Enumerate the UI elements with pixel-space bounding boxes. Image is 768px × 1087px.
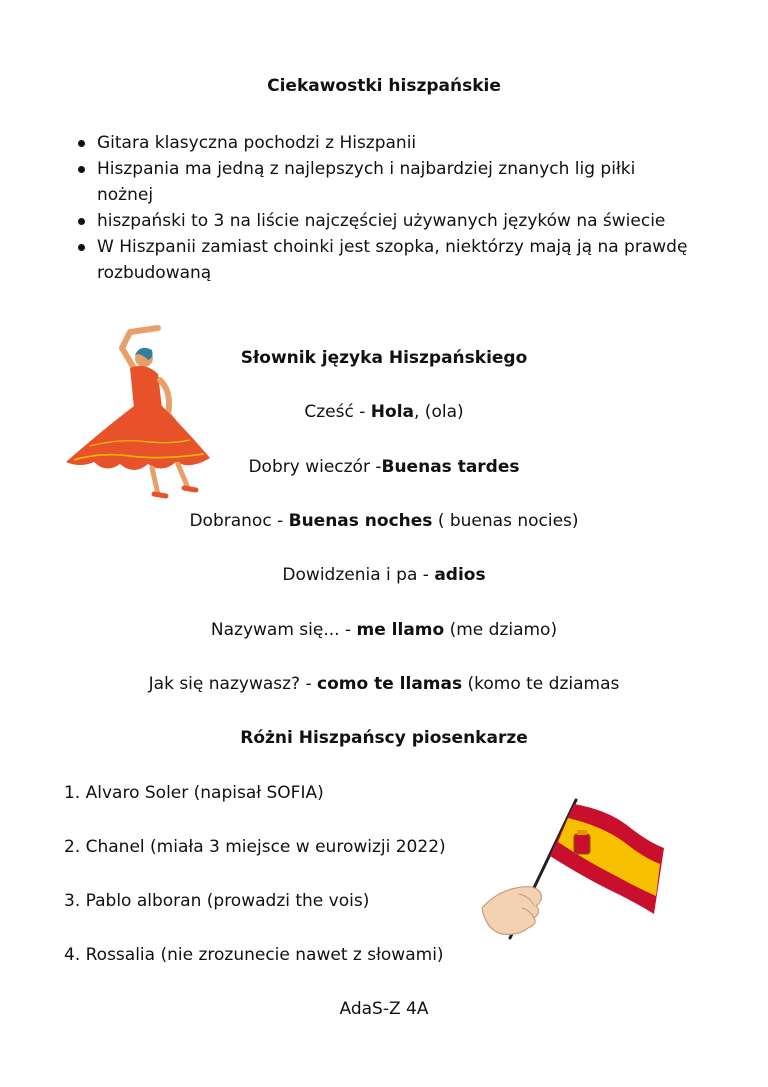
singer-item: 1. Alvaro Soler (napisał SOFIA) <box>64 783 324 803</box>
vocab-spanish: adios <box>434 565 486 585</box>
fact-item: Hiszpania ma jedną z najlepszych i najbardziej znanych lig piłki nożnej <box>72 156 692 208</box>
vocab-spanish: como te llamas <box>317 674 463 694</box>
vocab-spanish: me llamo <box>356 620 445 640</box>
singers-heading: Różni Hiszpańscy piosenkarze <box>240 728 528 748</box>
signature: AdaS-Z 4A <box>339 999 429 1019</box>
vocab-polish: Dowidzenia i pa - <box>282 565 435 585</box>
facts-list <box>72 130 692 286</box>
vocab-spanish: Buenas noches <box>288 511 433 531</box>
singer-item: 2. Chanel (miała 3 miejsce w eurowizji 2022) <box>64 837 446 857</box>
vocab-spanish: Hola <box>370 402 414 422</box>
vocab-entry <box>0 565 768 585</box>
vocab-polish: Jak się nazywasz? - <box>148 674 318 694</box>
page-title: Ciekawostki hiszpańskie <box>267 76 501 96</box>
fact-item: hiszpański to 3 na liście najczęściej używanych języków na świecie <box>72 208 692 234</box>
vocab-spanish: Buenas tardes <box>381 457 520 477</box>
vocab-entry <box>0 402 768 422</box>
vocab-note: (me dziamo) <box>444 620 558 640</box>
vocab-entry <box>0 511 768 531</box>
vocab-polish: Dobry wieczór - <box>248 457 382 477</box>
vocab-entry <box>0 457 768 477</box>
fact-item: W Hiszpanii zamiast choinki jest szopka, niektórzy mają ją na prawdę rozbudowaną <box>72 234 692 286</box>
vocab-entry <box>0 674 768 694</box>
vocab-note: (komo te dziamas <box>462 674 620 694</box>
vocab-note: ( buenas nocies) <box>432 511 579 531</box>
singer-item: 3. Pablo alboran (prowadzi the vois) <box>64 891 370 911</box>
vocab-note: , (ola) <box>414 402 464 422</box>
spain-flag-illustration <box>478 796 668 946</box>
vocab-polish: Dobranoc - <box>189 511 289 531</box>
dictionary-heading: Słownik języka Hiszpańskiego <box>240 348 528 368</box>
vocab-polish: Nazywam się... - <box>210 620 357 640</box>
singer-item: 4. Rossalia (nie zrozunecie nawet z słowami) <box>64 945 444 965</box>
vocab-entry <box>0 620 768 640</box>
fact-item: Gitara klasyczna pochodzi z Hiszpanii <box>72 130 692 156</box>
vocab-polish: Cześć - <box>304 402 371 422</box>
